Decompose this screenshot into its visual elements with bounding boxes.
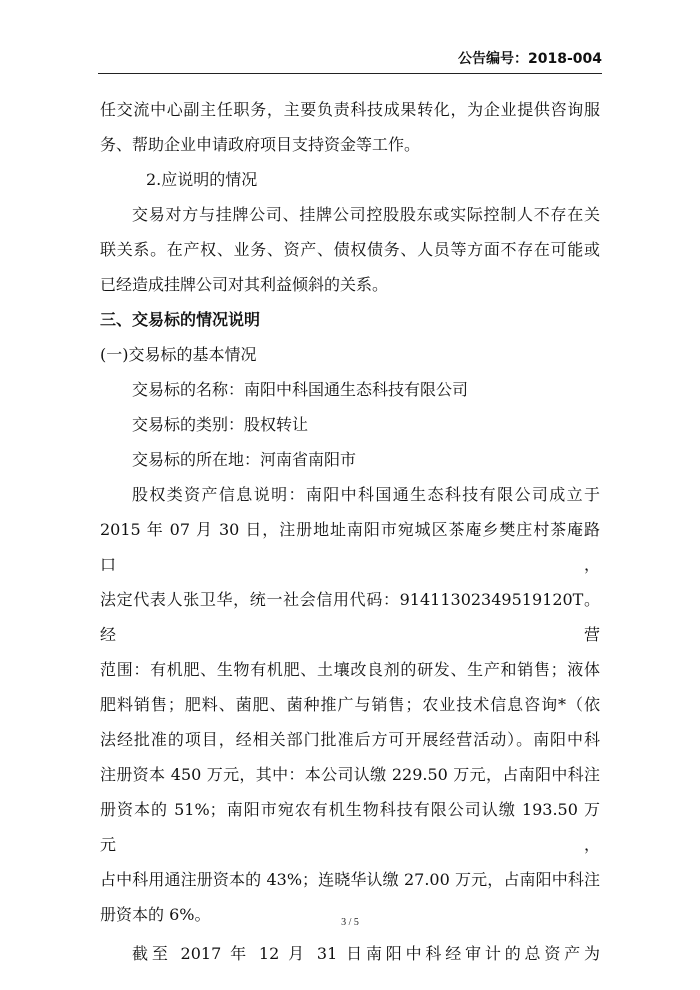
paragraph-line: 法经批准的项目，经相关部门批准后方可开展经营活动）。南阳中科 xyxy=(100,730,600,749)
asset-category-line: 交易标的类别：股权转让 xyxy=(132,415,309,434)
subsection-title: (一)交易标的基本情况 xyxy=(100,345,257,364)
paragraph-line: 占中科用通注册资本的 43%；连晓华认缴 27.00 万元，占南阳中科注 xyxy=(100,870,600,889)
paragraph-line: 法定代表人张卫华，统一社会信用代码：91411302349519120T。经营 xyxy=(100,590,600,644)
paragraph-line: 任交流中心副主任职务，主要负责科技成果转化，为企业提供咨询服 xyxy=(100,100,600,119)
paragraph-line: 交易对方与挂牌公司、挂牌公司控股股东或实际控制人不存在关 xyxy=(132,205,600,224)
paragraph-line: 务、帮助企业申请政府项目支持资金等工作。 xyxy=(100,135,421,154)
header-divider xyxy=(98,73,602,74)
paragraph-line: 已经造成挂牌公司对其利益倾斜的关系。 xyxy=(100,275,389,294)
paragraph-line: 联关系。在产权、业务、资产、债权债务、人员等方面不存在可能或 xyxy=(100,240,600,259)
paragraph-line: 册资本的 6%。 xyxy=(100,905,211,924)
paragraph-line: 肥料销售；肥料、菌肥、菌种推广与销售；农业技术信息咨询*（依 xyxy=(100,695,600,714)
paragraph-line: 注册资本 450 万元，其中：本公司认缴 229.50 万元，占南阳中科注 xyxy=(100,765,600,784)
section-subtitle: 2.应说明的情况 xyxy=(146,170,258,189)
paragraph-line: 股权类资产信息说明：南阳中科国通生态科技有限公司成立于 xyxy=(132,485,600,504)
document-body xyxy=(100,92,600,971)
asset-name-line: 交易标的名称：南阳中科国通生态科技有限公司 xyxy=(132,380,469,399)
paragraph-line: 2015 年 07 月 30 日，注册地址南阳市宛城区茶庵乡樊庄村茶庵路口， xyxy=(100,520,600,574)
section-heading: 三、交易标的情况说明 xyxy=(100,310,261,329)
paragraph-line: 范围：有机肥、生物有机肥、土壤改良剂的研发、生产和销售；液体 xyxy=(100,660,600,679)
asset-location-line: 交易标的所在地：河南省南阳市 xyxy=(132,450,357,469)
paragraph-line: 册资本的 51%；南阳市宛农有机生物科技有限公司认缴 193.50 万元， xyxy=(100,800,600,854)
paragraph-line: 截至 2017 年 12 月 31 日南阳中科经审计的总资产为 xyxy=(132,944,600,963)
announcement-number: 公告编号：2018-004 xyxy=(458,51,602,67)
page-number: 3 / 5 xyxy=(341,917,359,928)
